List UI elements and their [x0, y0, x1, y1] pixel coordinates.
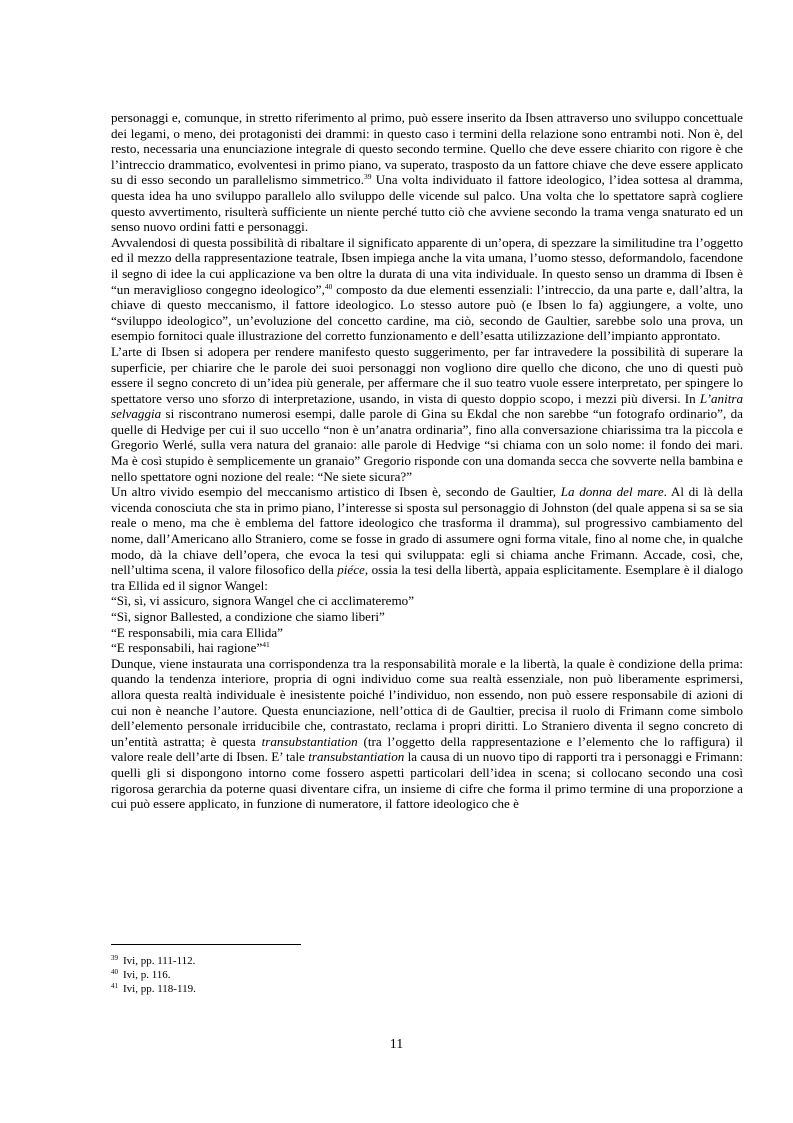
dialogue-line-4: “E responsabili, hai ragione”$^{41}$	[111, 640, 270, 656]
title-anitra-selvaggia: L’anitra selvaggia	[111, 390, 743, 422]
italic-transubstantiation-1: transubstantiation	[261, 733, 358, 749]
footnote-ref-40[interactable]: 40	[324, 281, 333, 291]
title-donna-del-mare: La donna del mare	[560, 484, 664, 500]
footnotes	[111, 954, 511, 996]
page-number: 11	[389, 1037, 404, 1052]
dialogue-line-1: “Sì, sì, vi assicuro, signora Wangel che ci acclimateremo”	[111, 593, 415, 609]
paragraph-1: personaggi e, comunque, in stretto riferimento al primo, può essere inserito da Ibsen attraverso uno sviluppo concettuale dei legami, o meno, dei protagonisti dei drammi: in questo caso i termini della relazione sono entrambi noti. Non è, del resto, necessaria una enunciazione integrale di questo secondo termine. Quello che deve essere chiarito con rigore è che l’intreccio drammatico, evolventesi in primo piano, va superato, trasposto da un fattore chiave che deve essere applicato su di esso secondo un parallelismo simmetrico.$^{39}$ Una volta individuato il fattore ideologico, l’idea sottesa al dramma, questa idea ha uno sviluppo parallelo allo sviluppo delle vicende sul palco. Una volta che lo spettatore saprà cogliere questo avvertimento, risulterà sufficiente un niente perché tutto ciò che avviene secondo la trama venga snaturato ed un senso nuovo ordini fatti e personaggi.	[111, 110, 743, 235]
paragraph-4: Un altro vivido esempio del meccanismo artistico di Ibsen è, secondo de Gaultier, La donna del mare. Al di là della vicenda conosciuta che sta in primo piano, l’interesse si sposta sul personaggio di Johnston (del quale appena si sa se sia reale o meno, ma che è emblema del fattore ideologico che trasforma il dramma), sul progressivo cambiamento del nome, dall’Americano allo Straniero, come se fosse in grado di assumere ogni forma vitale, fino al nome che, in qualche modo, dà la chiave dell’opera, che evoca la tesi qui sviluppata: egli si chiama anche Frimann. Accade, così, che, nell’ultima scena, il valore filosofico della piéce, ossia la tesi della libertà, appaia esplicitamente. Esemplare è il dialogo tra Ellida ed il signor Wangel:	[111, 484, 743, 593]
footnote-39: $^{39}$ Ivi, pp. 111-112.	[111, 954, 196, 967]
paragraph-5: Dunque, viene instaurata una corrispondenza tra la responsabilità morale e la libertà, la quale è condizione della prima: quando la tendenza interiore, propria di ogni individuo come sua realtà essenziale, non può liberamente esprimersi, allora questa realtà individuale è inesistente poiché l’individuo, non essendo, non può essere responsabile di azioni di cui non è neanche l’autore. Questa enunciazione, nell’ottica di de Gaultier, precisa il ruolo di Frimann come simbolo dell’elemento personale irriducibile che, contrastato, reclama i propri diritti. Lo Straniero diventa il segno concreto di un’entità astratta; è questa transubstantiation (tra l’oggetto della rappresentazione e l’elemento che lo raffigura) il valore reale dell’arte di Ibsen. E’ tale transubstantiation la causa di un nuovo tipo di rapporti tra i personaggi e Frimann: quelli gli si dispongono intorno come fossero aspetti particolari dell’idea in scena; si collocano secondo una così rigorosa gerarchia da poterne quasi diventare cifra, un insieme di cifre che forma il primo termine di una proporzione a cui può essere applicato, in funzione di numeratore, il fattore ideologico che è	[111, 655, 743, 812]
footnote-ref-41[interactable]: 41	[262, 640, 270, 650]
footnote-40: $^{40}$ Ivi, p. 116.	[111, 968, 171, 981]
paragraph-2: Avvalendosi di questa possibilità di ribaltare il significato apparente di un’opera, di spezzare la similitudine tra l’oggetto ed il mezzo della rappresentazione teatrale, Ibsen impiega anche la vita umana, l’uomo stesso, deformandolo, facendone il segno di idee la cui applicazione va ben oltre la durata di una vita individuale. In questo senso un dramma di Ibsen è “un meraviglioso congegno ideologico”,$^{40}$ composto da due elementi essenziali: l’intreccio, da una parte e, dall’altra, la chiave di questo meccanismo, il fattore ideologico. Lo stesso autore può (e Ibsen lo fa) aggiungere, a volte, uno “sviluppo ideologico”, un’evoluzione del concetto cardine, ma ciò, secondo de Gaultier, sarebbe solo una prova, un esempio fornitoci quale illustrazione del corretto funzionamento e dell’esatta utilizzazione dell’impianto approntato.	[111, 234, 743, 344]
dialogue-line-3: “E responsabili, mia cara Ellida”	[111, 624, 283, 640]
italic-piece: piéce	[337, 562, 365, 578]
footnote-ref-39[interactable]: 39	[363, 172, 372, 182]
dialogue-line-2: “Sì, signor Ballested, a condizione che siamo liberi”	[111, 609, 385, 624]
footnote-separator	[111, 944, 301, 945]
document-body	[111, 110, 743, 812]
footnote-41: $^{41}$ Ivi, pp. 118-119.	[111, 982, 196, 995]
italic-transubstantiation-2: transubstantiation	[308, 749, 405, 765]
paragraph-3: L’arte di Ibsen si adopera per rendere manifesto questo suggerimento, per far intravedere la possibilità di superare la superficie, per chiarire che le parole dei suoi personaggi non vogliono dire quello che dicono, che uno di questi può essere il segno concreto di un’idea più generale, per affermare che il suo teatro vuole essere interpretato, per spingere lo spettatore verso uno sforzo di interpretazione, usando, in vista di questo doppio scopo, i mezzi più diversi. In L’anitra selvaggia si riscontrano numerosi esempi, dalle parole di Gina su Ekdal che non sarebbe “un fotografo ordinario”, da quelle di Hedvige per cui il suo uccello “non è un’anatra ordinaria”, fino alla conversazione chiarissima tra la piccola e Gregorio Werlé, sulla vera natura del granaio: alle parole di Hedvige “si chiama con un solo nome: il fondo dei mari. Ma è così stupido è semplicemente un granaio” Gregorio risponde con una domanda secca che sovverte nella bambina e nello spettatore ogni nozione del reale: “Ne siete sicura?”	[111, 343, 743, 484]
